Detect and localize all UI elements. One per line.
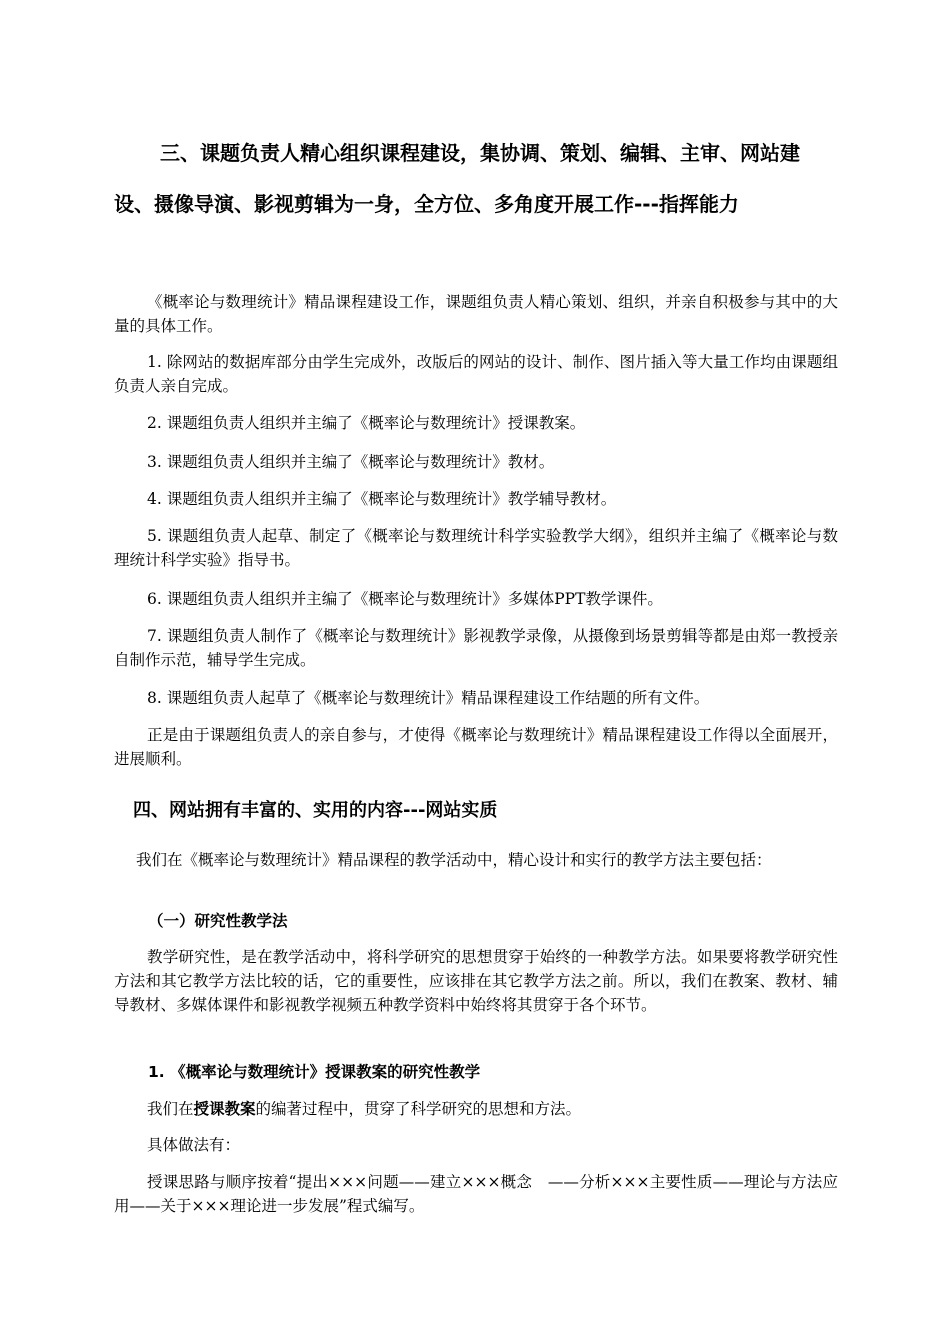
point-paragraph-1 xyxy=(114,1097,838,1121)
point-heading: 1. 《概率论与数理统计》授课教案的研究性教学 xyxy=(148,1063,481,1081)
list-item-2: 2. 课题组负责人组织并主编了《概率论与数理统计》授课教案。 xyxy=(147,414,586,432)
section-3-conclusion: 正是由于课题组负责人的亲自参与，才使得《概率论与数理统计》精品课程建设工作得以全面展开，进展顺利。 xyxy=(114,726,838,768)
list-item-1: 1. 除网站的数据库部分由学生完成外，改版后的网站的设计、制作、图片插入等大量工作均由课题组负责人亲自完成。 xyxy=(114,353,838,395)
list-item-3: 3. 课题组负责人组织并主编了《概率论与数理统计》教材。 xyxy=(147,453,555,471)
method-paragraph: 教学研究性，是在教学活动中，将科学研究的思想贯穿于始终的一种教学方法。如果要将教学研究性方法和其它教学方法比较的话，它的重要性，应该排在其它教学方法之前。所以，我们在教案、教材、辅导教材、多媒体课件和影视教学视频五种教学资料中始终将其贯穿于各个环节。 xyxy=(114,948,838,1014)
point-paragraph-3: 授课思路与顺序按着“提出×××问题——建立×××概念 ——分析×××主要性质——理论与方法应用——关于×××理论进一步发展”程式编写。 xyxy=(114,1173,838,1215)
point-paragraph-1-lead: 我们在 xyxy=(147,1100,194,1118)
subsection-heading: （一）研究性教学法 xyxy=(148,912,288,930)
list-item-4: 4. 课题组负责人组织并主编了《概率论与数理统计》教学辅导教材。 xyxy=(147,490,617,508)
section-3-heading: 三、课题负责人精心组织课程建设，集协调、策划、编辑、主审、网站建设、摄像导演、影视剪辑为一身，全方位、多角度开展工作---指挥能力 xyxy=(114,141,800,216)
list-item-7: 7. 课题组负责人制作了《概率论与数理统计》影视教学录像，从摄像到场景剪辑等都是由郑一教授亲自制作示范，辅导学生完成。 xyxy=(114,627,838,669)
section-3-intro: 《概率论与数理统计》精品课程建设工作，课题组负责人精心策划、组织，并亲自积极参与其中的大量的具体工作。 xyxy=(114,293,838,335)
list-item-5: 5. 课题组负责人起草、制定了《概率论与数理统计科学实验教学大纲》，组织并主编了《概率论与数理统计科学实验》指导书。 xyxy=(114,527,838,569)
lecture-plan-emphasis: 授课教案 xyxy=(193,1100,256,1118)
list-item-6: 6. 课题组负责人组织并主编了《概率论与数理统计》多媒体PPT教学课件。 xyxy=(147,590,663,608)
list-item-8: 8. 课题组负责人起草了《概率论与数理统计》精品课程建设工作结题的所有文件。 xyxy=(147,689,710,707)
point-paragraph-1-tail: 的编著过程中，贯穿了科学研究的思想和方法。 xyxy=(255,1100,582,1118)
section-4-intro: 我们在《概率论与数理统计》精品课程的教学活动中，精心设计和实行的教学方法主要包括： xyxy=(136,851,772,869)
section-4-heading: 四、网站拥有丰富的、实用的内容---网站实质 xyxy=(133,800,498,821)
point-paragraph-2: 具体做法有： xyxy=(147,1136,241,1154)
